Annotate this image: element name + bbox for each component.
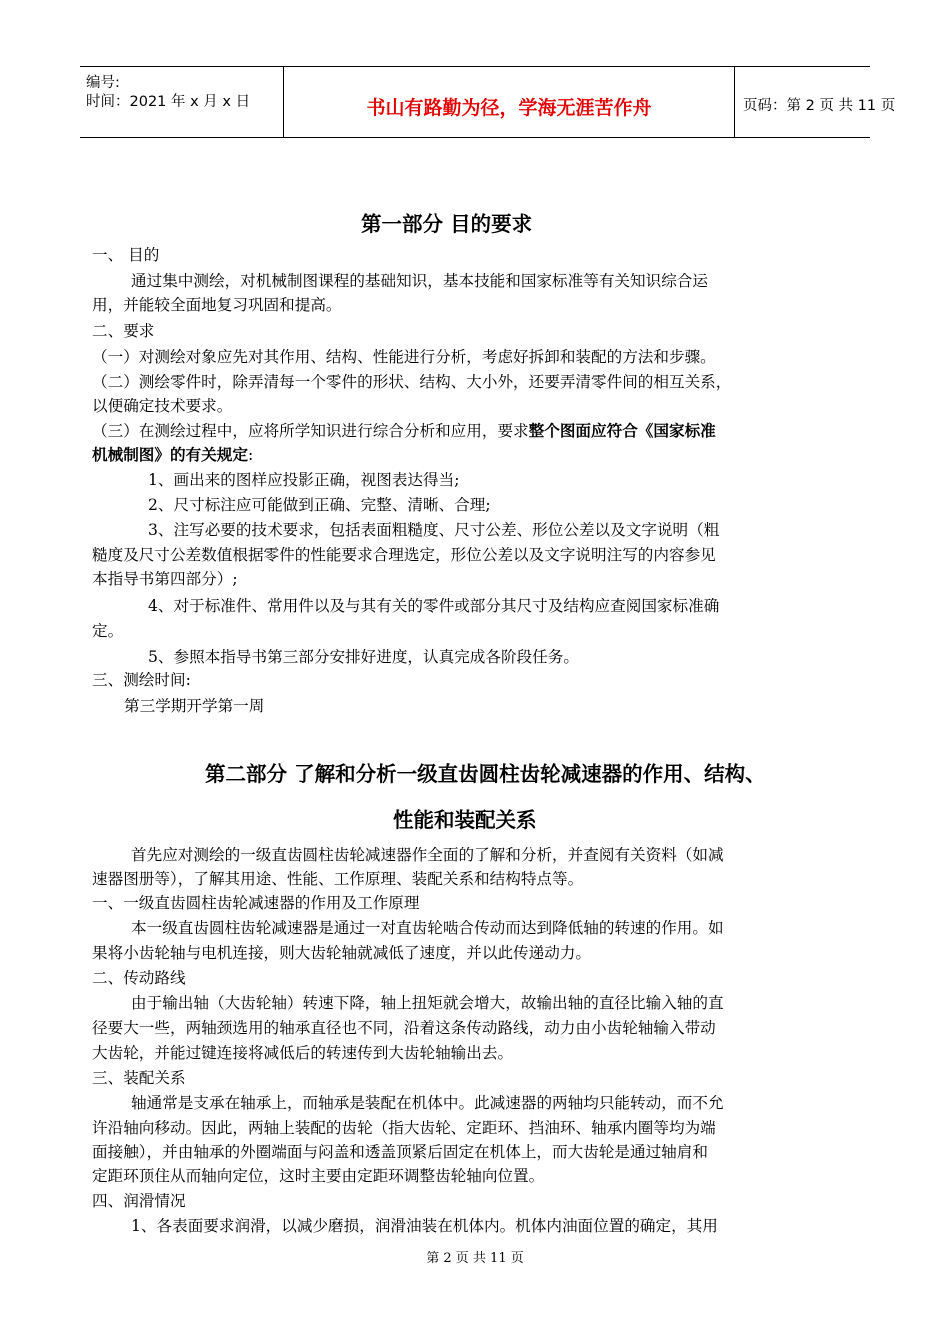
paragraph-line: 本一级直齿圆柱齿轮减速器是通过一对直齿轮啮合传动而达到降低轴的转速的作用。如 [131, 919, 724, 937]
header-page-cell [735, 67, 896, 137]
paragraph-line: 速器图册等），了解其用途、性能、工作原理、装配关系和结构特点等。 [92, 870, 584, 888]
list-item-cont: 糙度及尺寸公差数值根据零件的性能要求合理选定，形位公差以及文字说明注写的内容参见 [92, 546, 716, 564]
requirement-text: : [247, 446, 254, 464]
list-item: 4、对于标准件、常用件以及与其有关的零件或部分其尺寸及结构应查阅国家标准确 [148, 597, 720, 615]
paragraph-line: 用，并能较全面地复习巩固和提高。 [92, 296, 342, 314]
paragraph-line: 第三学期开学第一周 [124, 697, 265, 715]
part2-s2-title: 二、传动路线 [92, 969, 186, 987]
header-motto-cell [284, 67, 735, 137]
part1-s1-title: 一、 目的 [92, 246, 160, 264]
motto: 书山有路勤为径，学海无涯苦作舟 [366, 97, 652, 119]
list-item: 5、参照本指导书第三部分安排好进度，认真完成各阶段任务。 [148, 648, 579, 666]
requirement-emphasis: 整个图面应符合《国家标准 [528, 422, 716, 440]
paragraph-line: 果将小齿轮轴与电机连接，则大齿轮轴就减低了速度，并以此传递动力。 [92, 944, 592, 962]
paragraph-line: 大齿轮，并能过键连接将减低后的转速传到大齿轮轴输出去。 [92, 1044, 514, 1062]
part1-s2-title: 二、要求 [92, 322, 155, 340]
paragraph-line: 通过集中测绘，对机械制图课程的基础知识，基本技能和国家标准等有关知识综合运 [131, 272, 708, 290]
part2-s1-title: 一、一级直齿圆柱齿轮减速器的作用及工作原理 [92, 894, 420, 912]
header-meta-cell [80, 67, 284, 137]
requirement-line: 以便确定技术要求。 [92, 397, 233, 415]
page-footer: 第 2 页 共 11 页 [426, 1251, 524, 1266]
paragraph-line: 首先应对测绘的一级直齿圆柱齿轮减速器作全面的了解和分析，并查阅有关资料（如减 [131, 846, 724, 864]
requirement-line [92, 443, 253, 467]
part1-title: 第一部分 目的要求 [361, 212, 533, 236]
requirement-line [92, 419, 716, 443]
paragraph-line: 面接触），并由轴承的外圈端面与闷盖和透盖顶紧后固定在机体上，而大齿轮是通过轴肩和 [92, 1143, 708, 1161]
part2-s4-title: 四、润滑情况 [92, 1192, 186, 1210]
paragraph-line: 径要大一些，两轴颈选用的轴承直径也不同，沿着这条传动路线，动力由小齿轮轴输入带动 [92, 1019, 716, 1037]
list-item: 2、尺寸标注应可能做到正确、完整、清晰、合理; [148, 496, 491, 514]
requirement-line: （二）测绘零件时，除弄清每一个零件的形状、结构、大小外，还要弄清零件间的相互关系， [92, 373, 732, 391]
header-table [80, 66, 896, 138]
paragraph-line: 许沿轴向移动。因此，两轴上装配的齿轮（指大齿轮、定距环、挡油环、轴承内圈等均为端 [92, 1119, 716, 1137]
part2-title-line1: 第二部分 了解和分析一级直齿圆柱齿轮减速器的作用、结构、 [205, 762, 766, 786]
list-item: 3、注写必要的技术要求，包括表面粗糙度、尺寸公差、形位公差以及文字说明（粗 [148, 521, 720, 539]
part2-title-line2: 性能和装配关系 [393, 808, 537, 832]
paragraph-line: 1、各表面要求润滑，以减少磨损，润滑油装在机体内。机体内油面位置的确定，其用 [131, 1217, 718, 1235]
date-label: 时间：2021 年 x 月 x 日 [86, 94, 251, 110]
paragraph-line: 定距环顶住从而轴向定位，这时主要由定距环调整齿轮轴向位置。 [92, 1167, 545, 1185]
requirement-line: （一）对测绘对象应先对其作用、结构、性能进行分析，考虑好拆卸和装配的方法和步骤。 [92, 348, 716, 366]
page-info: 页码：第 2 页 共 11 页 [743, 98, 896, 114]
requirement-emphasis: 机械制图》的有关规定 [92, 446, 248, 464]
paragraph-line: 轴通常是支承在轴承上，而轴承是装配在机体中。此减速器的两轴均只能转动，而不允 [131, 1094, 724, 1112]
list-item: 1、画出来的图样应投影正确，视图表达得当; [148, 471, 460, 489]
list-item-cont: 定。 [92, 622, 124, 640]
paragraph-line: 由于输出轴（大齿轮轴）转速下降，轴上扭矩就会增大，故输出轴的直径比输入轴的直 [131, 994, 724, 1012]
requirement-text: （三）在测绘过程中，应将所学知识进行综合分析和应用，要求 [92, 422, 529, 440]
part2-s3-title: 三、装配关系 [92, 1069, 186, 1087]
list-item-cont: 本指导书第四部分）; [92, 570, 238, 588]
number-label: 编号: [86, 75, 120, 91]
part1-s3-title: 三、测绘时间: [92, 671, 191, 689]
